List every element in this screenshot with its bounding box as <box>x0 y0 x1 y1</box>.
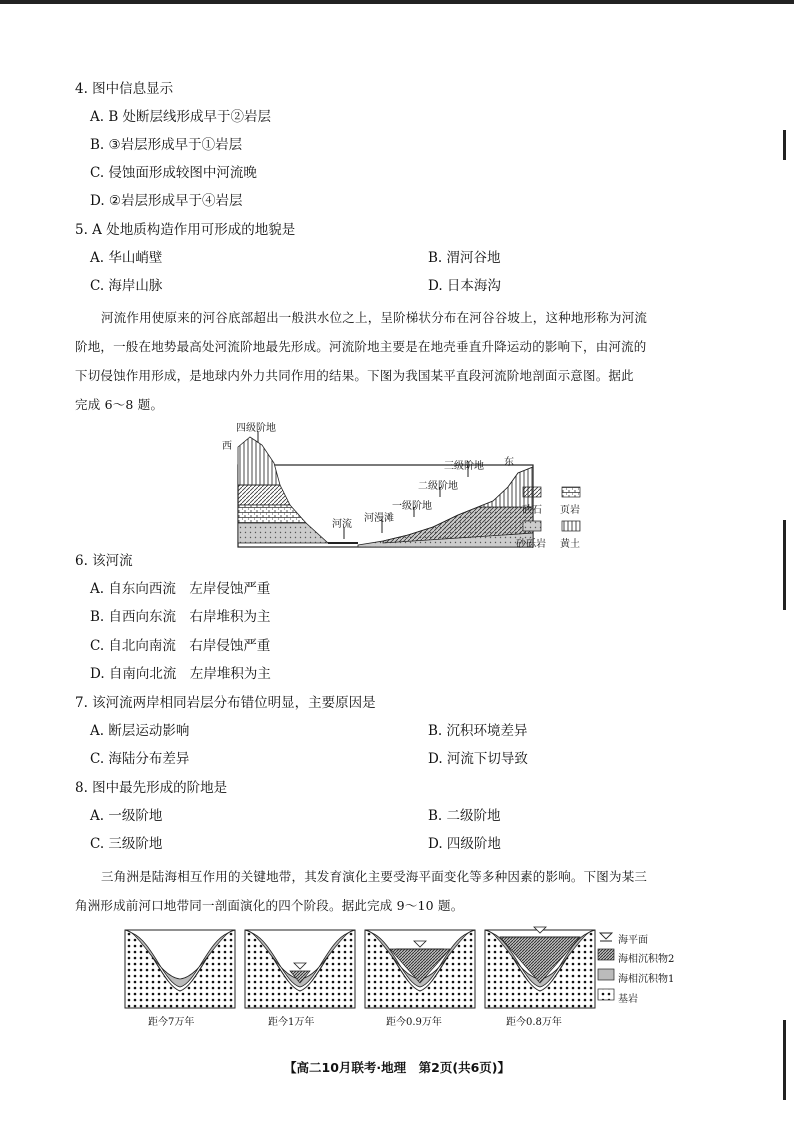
label-river: 河流 <box>332 519 352 530</box>
page-footer: 【高二10月联考·地理 第2页(共6页)】 <box>284 1060 510 1075</box>
q8-option-b[interactable]: B. 二级阶地 <box>428 808 501 824</box>
q5-option-b[interactable]: B. 渭河谷地 <box>428 250 501 266</box>
label-west: 西 <box>222 441 232 452</box>
q5-stem: 5. A 处地质构造作用可形成的地貌是 <box>75 222 296 238</box>
legend-sea-level: 海平面 <box>618 935 648 946</box>
q4-option-d[interactable]: D. ②岩层形成早于④岩层 <box>90 193 243 209</box>
q7-option-a[interactable]: A. 断层运动影响 <box>90 723 190 739</box>
passage-delta <box>75 862 745 920</box>
legend-gravel: 砂砾岩 <box>516 539 546 550</box>
label-terrace-4: 四级阶地 <box>236 423 276 434</box>
passage-line: 下切侵蚀作用形成，是地球内外力共同作用的结果。下图为我国某平直段河流阶地剖面示意图。据此 <box>75 368 634 383</box>
passage-river-terrace <box>75 303 735 419</box>
legend-bedrock: 基岩 <box>618 994 638 1005</box>
stage-2-diagram <box>245 930 355 1008</box>
q6-option-b[interactable]: B. 自西向东流 右岸堆积为主 <box>90 609 271 625</box>
q6-option-a[interactable]: A. 自东向西流 左岸侵蚀严重 <box>90 581 271 597</box>
q6-option-d[interactable]: D. 自南向北流 左岸堆积为主 <box>90 666 271 682</box>
stage-2-label: 距今1万年 <box>268 1017 315 1028</box>
label-floodplain: 河漫滩 <box>364 513 394 524</box>
q7-option-c[interactable]: C. 海陆分布差异 <box>90 751 190 767</box>
stage-4-label: 距今0.8万年 <box>506 1017 562 1028</box>
label-terrace-3: 三级阶地 <box>444 461 484 472</box>
q7-option-d[interactable]: D. 河流下切导致 <box>428 751 528 767</box>
stage-4-diagram <box>485 927 595 1008</box>
q7-stem: 7. 该河流两岸相同岩层分布错位明显，主要原因是 <box>75 695 376 711</box>
delta-evolution-figure <box>120 925 680 1030</box>
legend-marine-sediment-1: 海相沉积物1 <box>618 974 675 985</box>
q8-option-d[interactable]: D. 四级阶地 <box>428 836 501 852</box>
q7-option-b[interactable]: B. 沉积环境差异 <box>428 723 528 739</box>
legend-marine-sediment-2: 海相沉积物2 <box>618 954 675 965</box>
q4-option-b[interactable]: B. ③岩层形成早于①岩层 <box>90 137 243 153</box>
passage-line: 阶地，一般在地势最高处河流阶地最先形成。河流阶地主要是在地壳垂直升降运动的影响下，由河流的 <box>75 339 647 354</box>
legend-shale: 页岩 <box>560 505 580 516</box>
stage-1-diagram <box>125 930 235 1008</box>
q5-option-c[interactable]: C. 海岸山脉 <box>90 278 163 294</box>
passage-line: 完成 6～8 题。 <box>75 397 164 412</box>
passage-line: 三角洲是陆海相互作用的关键地带，其发育演化主要受海平面变化等多种因素的影响。下图为某三 <box>101 869 648 884</box>
river-terrace-figure <box>218 415 593 555</box>
stage-3-diagram <box>365 930 475 1008</box>
passage-line: 河流作用使原来的河谷底部超出一般洪水位之上，呈阶梯状分布在河谷谷坡上，这种地形称为河流 <box>101 310 648 325</box>
q8-stem: 8. 图中最先形成的阶地是 <box>75 780 228 796</box>
q4-option-a[interactable]: A. B 处断层线形成早于②岩层 <box>90 109 272 125</box>
scan-edge-mark <box>783 130 786 160</box>
label-terrace-1: 一级阶地 <box>392 501 432 512</box>
q8-option-c[interactable]: C. 三级阶地 <box>90 836 163 852</box>
river-terrace-profile <box>218 415 593 555</box>
q5-option-a[interactable]: A. 华山峭壁 <box>90 250 163 266</box>
q6-stem: 6. 该河流 <box>75 553 133 569</box>
label-east: 东 <box>504 457 514 468</box>
q4-stem: 4. 图中信息显示 <box>75 81 174 97</box>
q4-option-c[interactable]: C. 侵蚀面形成较图中河流晚 <box>90 165 257 181</box>
q8-option-a[interactable]: A. 一级阶地 <box>90 808 163 824</box>
stage-1-label: 距今7万年 <box>148 1017 195 1028</box>
scan-edge-mark <box>783 520 786 610</box>
q6-option-c[interactable]: C. 自北向南流 右岸侵蚀严重 <box>90 638 271 654</box>
legend-loess: 黄土 <box>560 539 580 550</box>
passage-line: 角洲形成前河口地带同一剖面演化的四个阶段。据此完成 9～10 题。 <box>75 898 464 913</box>
legend-sand: 砂石 <box>522 505 542 516</box>
q5-option-d[interactable]: D. 日本海沟 <box>428 278 501 294</box>
label-terrace-2: 二级阶地 <box>418 481 458 492</box>
stage-3-label: 距今0.9万年 <box>386 1017 442 1028</box>
scan-top-border <box>0 0 794 4</box>
